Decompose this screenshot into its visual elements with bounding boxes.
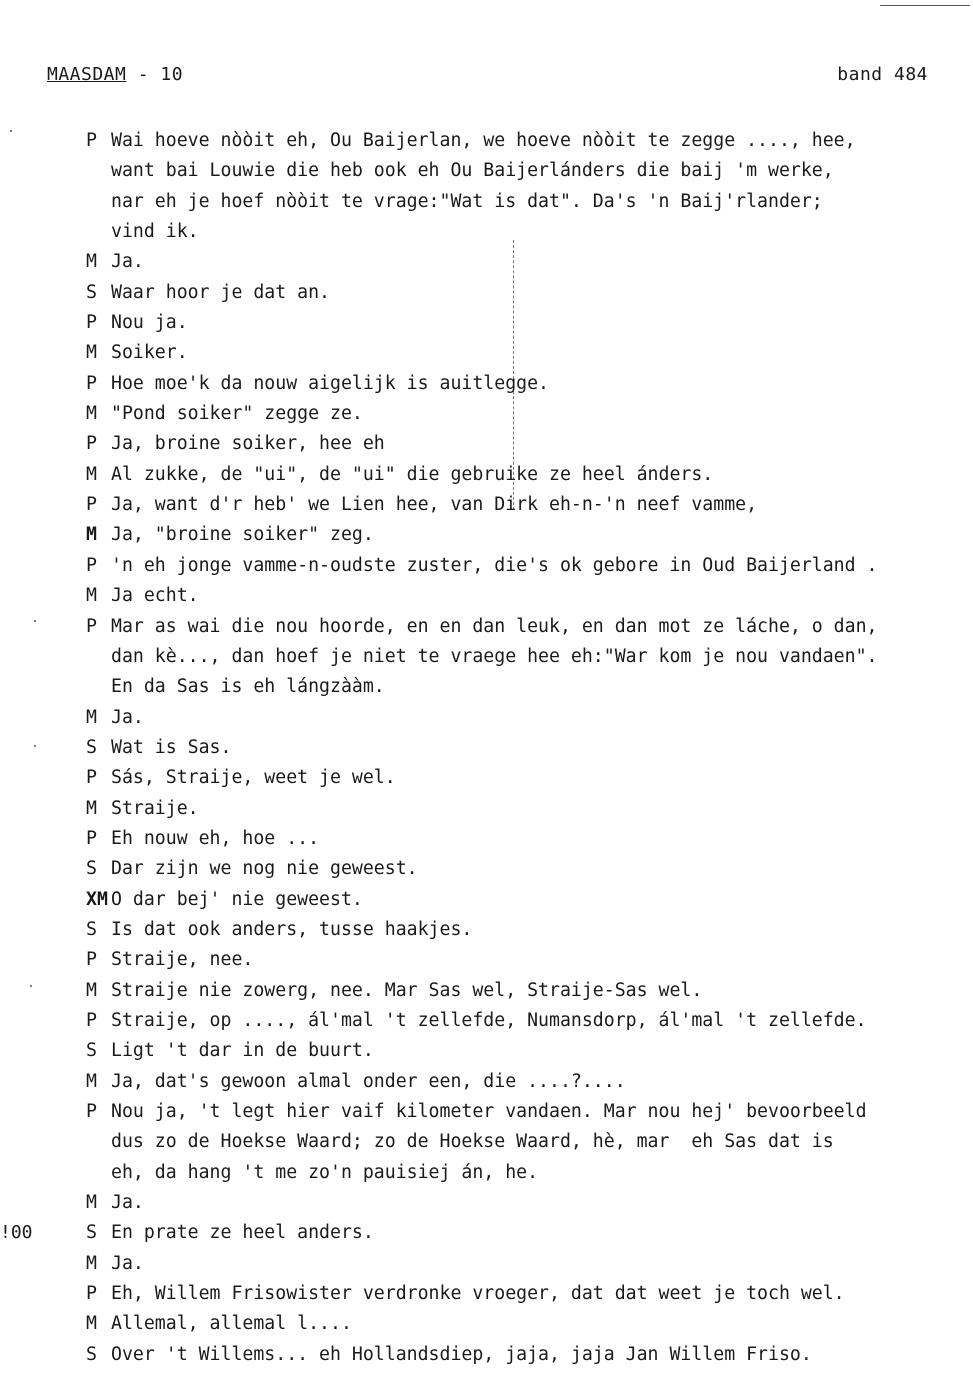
utterance-text: Al zukke, de "ui", de "ui" die gebruike ze heel ánders. (111, 463, 714, 485)
transcript-line (86, 612, 966, 642)
utterance-text: Wat is Sas. (111, 736, 232, 758)
speaker-label: XM (86, 888, 108, 910)
speaker-label: M (86, 1070, 97, 1092)
transcript-line (86, 156, 966, 186)
transcript-line (86, 308, 966, 338)
speaker-label: P (86, 312, 97, 334)
transcript-line (86, 551, 966, 581)
tape-label: band 484 (837, 64, 928, 85)
speaker-label: S (86, 858, 97, 880)
transcript-line (86, 369, 966, 399)
utterance-text: dan kè..., dan hoef je niet te vraege hee eh:"War kom je nou vandaen". (111, 645, 878, 667)
utterance-text: Eh nouw eh, hoe ... (111, 827, 320, 849)
scan-speck (34, 620, 36, 622)
transcript-line (86, 733, 966, 763)
utterance-text: Straije, nee. (111, 949, 254, 971)
transcript-line (86, 1340, 966, 1370)
speaker-label: S (86, 281, 97, 303)
speaker-label: M (86, 585, 97, 607)
speaker-label: M (86, 403, 97, 425)
speaker-label: M (86, 342, 97, 364)
speaker-label: M (86, 524, 97, 546)
transcript-line (86, 460, 966, 490)
utterance-text: Is dat ook anders, tusse haakjes. (111, 918, 473, 940)
transcript-line (86, 1158, 966, 1188)
page-number: - 10 (137, 64, 184, 85)
transcript-line (86, 490, 966, 520)
speaker-label: P (86, 433, 97, 455)
transcript-line (86, 1218, 966, 1248)
speaker-label: P (86, 554, 97, 576)
speaker-label: P (86, 615, 97, 637)
speaker-label: P (86, 494, 97, 516)
transcript-line (86, 1067, 966, 1097)
utterance-text: Wai hoeve nòòit eh, Ou Baijerlan, we hoeve nòòit te zegge ...., hee, (111, 130, 856, 151)
transcript-line (86, 703, 966, 733)
transcript-line (86, 945, 966, 975)
utterance-text: O dar bej' nie geweest. (111, 888, 363, 910)
utterance-text: dus zo de Hoekse Waard; zo de Hoekse Waard, hè, mar eh Sas dat is (111, 1131, 834, 1153)
transcript-line (86, 794, 966, 824)
transcript (86, 126, 966, 1370)
speaker-label: M (86, 251, 97, 273)
utterance-text: want bai Louwie die heb ook eh Ou Baijerlánders die baij 'm werke, (111, 160, 834, 182)
speaker-label: P (86, 372, 97, 394)
utterance-text: Mar as wai die nou hoorde, en en dan leuk, en dan mot ze láche, o dan, (111, 615, 878, 637)
transcript-line (86, 1006, 966, 1036)
utterance-text: En da Sas is eh lángzààm. (111, 676, 385, 698)
utterance-text: En prate ze heel anders. (111, 1222, 374, 1244)
speaker-label: P (86, 767, 97, 789)
utterance-text: Straije nie zowerg, nee. Mar Sas wel, Straije-Sas wel. (111, 979, 703, 1001)
transcript-line (86, 581, 966, 611)
transcript-line (86, 1036, 966, 1066)
speaker-label: M (86, 706, 97, 728)
speaker-label: P (86, 1283, 97, 1305)
scan-speck (10, 130, 12, 132)
transcript-line (86, 885, 966, 915)
utterance-text: Dar zijn we nog nie geweest. (111, 858, 418, 880)
transcript-line (86, 217, 966, 247)
transcript-line (86, 399, 966, 429)
utterance-text: eh, da hang 't me zo'n pauisiej án, he. (111, 1161, 539, 1183)
utterance-text: Waar hoor je dat an. (111, 281, 330, 303)
transcript-line (86, 642, 966, 672)
utterance-text: Allemal, allemal l.... (111, 1313, 352, 1335)
speaker-label: P (86, 130, 97, 151)
transcript-line (86, 1127, 966, 1157)
speaker-label: M (86, 1192, 97, 1214)
utterance-text: Ja. (111, 1192, 144, 1214)
scan-speck (880, 5, 970, 6)
transcript-line (86, 854, 966, 884)
speaker-label: M (86, 979, 97, 1001)
utterance-text: Over 't Willems... eh Hollandsdiep, jaja, jaja Jan Willem Friso. (111, 1343, 812, 1365)
transcript-line (86, 247, 966, 277)
utterance-text: vind ik. (111, 221, 199, 243)
transcript-line (86, 1249, 966, 1279)
utterance-text: Ligt 't dar in de buurt. (111, 1040, 374, 1062)
transcript-line (86, 429, 966, 459)
utterance-text: Ja, "broine soiker" zeg. (111, 524, 374, 546)
speaker-label: M (86, 1252, 97, 1274)
speaker-label: S (86, 1040, 97, 1062)
transcript-line (86, 1309, 966, 1339)
utterance-text: Sás, Straije, weet je wel. (111, 767, 396, 789)
utterance-text: Ja. (111, 1252, 144, 1274)
transcript-line (86, 126, 966, 156)
document-title: MAASDAM (47, 64, 127, 85)
speaker-label: P (86, 1101, 97, 1122)
speaker-label: M (86, 1313, 97, 1335)
transcript-line (86, 1188, 966, 1218)
utterance-text: Nou ja. (111, 312, 188, 334)
utterance-text: 'n eh jonge vamme-n-oudste zuster, die's ok gebore in Oud Baijerland . (111, 554, 878, 576)
transcript-line (86, 1097, 966, 1127)
utterance-text: nar eh je hoef nòòit te vrage:"Wat is dat". Da's 'n Baij'rlander; (111, 190, 823, 212)
utterance-text: "Pond soiker" zegge ze. (111, 403, 363, 425)
utterance-text: Hoe moe'k da nouw aigelijk is auitlegge. (111, 372, 549, 394)
speaker-label: M (86, 463, 97, 485)
speaker-label: P (86, 949, 97, 971)
transcript-line (86, 338, 966, 368)
utterance-text: Ja, dat's gewoon almal onder een, die ....?.... (111, 1070, 626, 1092)
transcript-line (86, 763, 966, 793)
utterance-text: Straije, op ...., ál'mal 't zellefde, Numansdorp, ál'mal 't zellefde. (111, 1009, 867, 1031)
utterance-text: Soiker. (111, 342, 188, 364)
utterance-text: Ja. (111, 251, 144, 273)
speaker-label: S (86, 1222, 97, 1244)
speaker-label: S (86, 918, 97, 940)
transcript-line (86, 520, 966, 550)
transcript-line (86, 976, 966, 1006)
utterance-text: Ja echt. (111, 585, 199, 607)
scan-speck (30, 985, 32, 987)
transcript-line (86, 278, 966, 308)
utterance-text: Straije. (111, 797, 199, 819)
speaker-label: P (86, 1009, 97, 1031)
utterance-text: Eh, Willem Frisowister verdronke vroeger, dat dat weet je toch wel. (111, 1283, 845, 1305)
margin-number: !00 (0, 1222, 33, 1243)
transcript-line (86, 915, 966, 945)
transcript-line (86, 672, 966, 702)
transcript-line (86, 1279, 966, 1309)
page-header-left (47, 64, 183, 85)
speaker-label: M (86, 797, 97, 819)
speaker-label: S (86, 1343, 97, 1365)
speaker-label: P (86, 827, 97, 849)
utterance-text: Ja, broine soiker, hee eh (111, 433, 385, 455)
utterance-text: Nou ja, 't legt hier vaif kilometer vandaen. Mar nou hej' bevoorbeeld (111, 1101, 867, 1122)
transcript-line (86, 187, 966, 217)
utterance-text: Ja. (111, 706, 144, 728)
utterance-text: Ja, want d'r heb' we Lien hee, van Dirk eh-n-'n neef vamme, (111, 494, 758, 516)
transcript-line (86, 824, 966, 854)
scan-speck (34, 745, 36, 747)
speaker-label: S (86, 736, 97, 758)
